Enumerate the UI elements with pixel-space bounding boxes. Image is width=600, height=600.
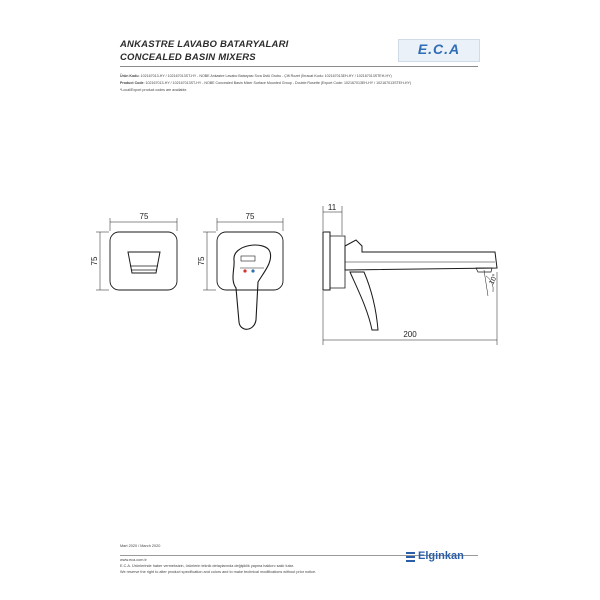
spout-length-label: 200 [403, 330, 417, 339]
footer-website: www.eca.com.tr [120, 558, 147, 562]
product-code-text-en: : 102167013-HY / 102167013ST-HY - NOBE Concealed Basin Mixer Surface Mounted Group - Double Rosette (Export Code: 102167013EH-HY / 102167013STEH-HY) [143, 81, 412, 85]
angle-label: 10° [488, 273, 500, 286]
product-code-text-tr: : 102167013-HY / 102167013ST-HY - NOBE Ankastre Lavabo Bataryası Sıva Üstü Grubu - Çift Rozet (İhracat Kodu: 102167013EH-HY / 102167013STEH-HY) [138, 74, 392, 78]
footer-disclaimer-tr: E.C.A. Ürünlerinde haber vermeksizin, ürünlerin teknik detaylarında değişiklik yapma hakkını saklı tutar. [120, 564, 294, 568]
product-code-note: *Local/Export product codes are available. [120, 88, 188, 92]
hot-indicator-icon [243, 269, 246, 272]
elginkan-logo: Elginkan [418, 550, 464, 562]
side-width-label: 75 [245, 212, 255, 221]
footer-date: Mart 2020 / March 2020 [120, 544, 161, 548]
document-title-tr: ANKASTRE LAVABO BATARYALARI [120, 39, 289, 50]
front-height-label: 75 [90, 256, 99, 266]
side-view [217, 232, 283, 329]
side-height-label: 75 [197, 256, 206, 266]
cold-indicator-icon [251, 269, 254, 272]
profile-view [323, 232, 497, 330]
eca-logo-text: E.C.A [417, 41, 461, 57]
front-view [110, 232, 177, 290]
product-code-label-en: Product Code [120, 81, 144, 85]
front-width-label: 75 [139, 212, 149, 221]
footer-disclaimer-en: We reserve the right to alter product specification and colors and to make technical modifications without prior notice. [120, 570, 317, 574]
product-code-label-tr: Ürün Kodu [120, 74, 139, 78]
document-title-en: CONCEALED BASIN MIXERS [120, 52, 256, 63]
plate-thickness-label: 11 [327, 203, 337, 212]
elginkan-mark-icon [406, 552, 415, 562]
